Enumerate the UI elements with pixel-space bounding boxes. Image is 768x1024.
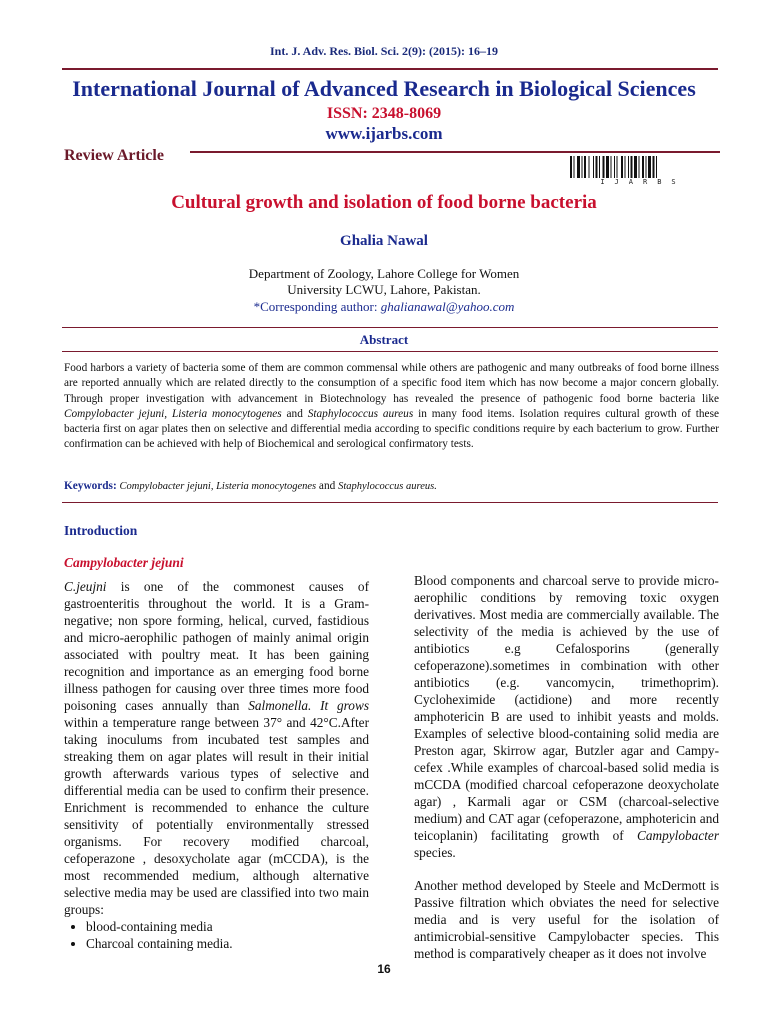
list-item: • Charcoal containing media.: [86, 935, 369, 952]
article-type: Review Article: [64, 147, 164, 164]
affiliation-line: Department of Zoology, Lahore College for Women: [248, 266, 520, 281]
corresponding-label: *Corresponding author:: [253, 299, 378, 314]
abstract-heading: Abstract: [359, 332, 409, 347]
left-column: [64, 578, 369, 952]
body-paragraph: [414, 572, 719, 861]
corresponding-author: [0, 299, 768, 315]
affiliation-line: University LCWU, Lahore, Pakistan.: [287, 282, 481, 297]
italic-term: Salmonella. It grows: [248, 698, 370, 713]
abstract-rule-bottom: [62, 502, 718, 503]
abstract-text-part: and: [281, 407, 308, 420]
right-column: [414, 572, 719, 978]
body-text: Blood components and charcoal serve to provide micro-aerophilic conditions by removing toxic oxygen derivatives. Most media are commercially available. The selectivity of the media is achieved by the use of antibiotics e.g Cefalosporins (generally cefoperazone).sometimes in combination with other antibiotics (e.g. vancomycin, trimethoprim). Cycloheximide (actidione) and more recently amphotericin B are used to inhibit yeasts and molds. Examples of selective blood-containing solid media are Preston agar, Skirrow agar, Butzler agar and Campy-cefex .While examples of charcoal-based solid media is mCCDA (modified charcoal cefoperazone deoxycholate agar) , Karmali agar or CSM (charcoal-selective medium) and CAT agar (cefoperazone, amphotericin and teicoplanin) facilitating growth of: [414, 573, 719, 843]
italic-term: Campylobacter: [637, 828, 719, 843]
journal-issn: ISSN: 2348-8069: [326, 105, 442, 122]
abstract-text-part: Food harbors a variety of bacteria some of them are common commensal while others are pathogenic and many outbreaks of food borne illness are reported annually which are related directly to the consumption of a specific food item which has now become a major concern globally. Through proper investigation with advancement in Biotechnology has revealed the presence of pathogenic food borne bacteria like: [64, 362, 719, 405]
header-rule: [62, 68, 718, 70]
page-number: 16: [377, 962, 391, 976]
abstract-species: Staphylococcus aureus: [307, 407, 414, 420]
abstract-text: [64, 361, 719, 453]
section-heading: Introduction: [64, 523, 138, 538]
barcode-logo: [568, 156, 718, 186]
body-text: species.: [414, 845, 456, 860]
barcode-icon: [568, 156, 718, 178]
abstract-rule-mid: [62, 351, 718, 352]
article-type-rule: [190, 151, 720, 153]
journal-title: International Journal of Advanced Research in Biological Sciences: [72, 76, 696, 101]
body-text: within a temperature range between 37° and 42°C.After taking inoculums from incubated test samples and streaking them on agar plates will result in their initial growth afterwards various types of selective and differential media can be used to confirm their presence. Enrichment is recommended to enhance the culture sensitivity of potentially environmentally stressed organisms. For recovery modified charcoal, cefoperazone , desoxycholate agar (mCCDA), is the most recommended medium, although alternative selective media may be used are classified into two main groups:: [64, 715, 369, 917]
keywords-label: Keywords:: [64, 480, 117, 492]
journal-citation: Int. J. Adv. Res. Biol. Sci. 2(9): (2015): 16–19: [270, 44, 498, 58]
subsection-heading: Campylobacter jejuni: [64, 555, 184, 570]
body-paragraph: Another method developed by Steele and McDermott is Passive filtration which obviates the need for selective media and is very useful for the isolation of antimicrobial-sensitive Campylobacter species. This method is comparatively cheaper as it does not involve: [414, 878, 719, 961]
abstract-rule-top: [62, 327, 718, 328]
keywords: [64, 480, 719, 492]
list-item: • blood-containing media: [86, 918, 369, 935]
keyword-item: Staphylococcus aureus.: [338, 481, 437, 492]
body-text: is one of the commonest causes of gastroenteritis throughout the world. It is a Gram-negative; non spore forming, helical, curved, fastidious and micro-aerophilic pathogen of mainly animal origin associated with poultry meat. It has been gaining recognition and importance as an emerging food borne illness pathogen for causing over three times more food poisoning cases annually than: [64, 579, 369, 713]
author-name: Ghalia Nawal: [340, 233, 428, 249]
keyword-sep: and: [316, 480, 339, 492]
article-title: Cultural growth and isolation of food borne bacteria: [171, 192, 597, 213]
barcode-text: IJARBS: [600, 178, 686, 186]
media-list: [64, 918, 369, 952]
keyword-item: Compylobacter jejuni, Listeria monocytogenes: [119, 481, 317, 492]
abstract-species: Compylobacter jejuni, Listeria monocytogenes: [64, 407, 282, 420]
abstract-text-part: in many food items. Isolation requires cultural growth of these bacteria first on agar plates then on selective and differential media according to specific conditions require by each bacterium to grow. Further confirmation can be achieved with help of Biochemical and serological confirmatory tests.: [64, 407, 719, 451]
journal-website: www.ijarbs.com: [325, 124, 443, 143]
corresponding-email[interactable]: ghalianawal@yahoo.com: [380, 299, 515, 314]
italic-term: C.jeujni: [64, 579, 107, 594]
body-paragraph: [64, 578, 369, 918]
